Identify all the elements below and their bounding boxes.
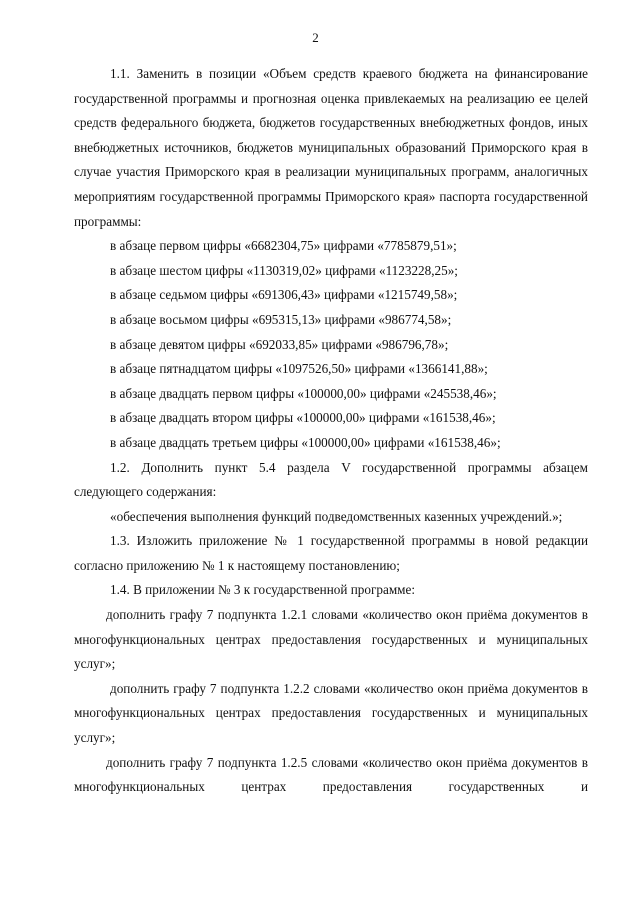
page-number: 2 (312, 30, 319, 45)
paragraph-1-3: 1.3. Изложить приложение № 1 государственной программы в новой редакции согласно приложению № 1 к настоящему постановлению; (74, 533, 588, 573)
document-body (74, 62, 588, 800)
quoted-paragraph: «обеспечения выполнения функций подведомственных казенных учреждений.»; (110, 508, 563, 524)
list-item: в абзаце двадцать третьем цифры «100000,00» цифрами «161538,46»; (110, 434, 501, 450)
list-item: в абзаце шестом цифры «1130319,02» цифрами «1123228,25»; (110, 262, 458, 278)
paragraph-amendment: дополнить графу 7 подпункта 1.2.1 словами «количество окон приёма документов в многофункциональных центрах предоставления государственных и муниципальных услуг»; (74, 607, 588, 672)
paragraph-1-4: 1.4. В приложении № 3 к государственной программе: (110, 582, 416, 598)
paragraph-amendment: дополнить графу 7 подпункта 1.2.2 словами «количество окон приёма документов в многофункциональных центрах предоставления государственных и муниципальных услуг»; (74, 680, 588, 746)
paragraph-amendment: дополнить графу 7 подпункта 1.2.5 словами «количество окон приёма документов в многофункциональных центрах предоставления государственных и (74, 754, 588, 795)
list-item: в абзаце девятом цифры «692033,85» цифрами «986796,78»; (110, 336, 449, 352)
paragraph-1-1: 1.1. Заменить в позиции «Объем средств краевого бюджета на финансирование государственной программы и прогнозная оценка привлекаемых на реализацию ее целей средств федерального бюджета, бюджетов государственных внебюджетных фондов, иных внебюджетных источников, бюджетов муниципальных образований Приморского края в случае участия Приморского края в реализации муниципальных программ, аналогичных мероприятиям государственной программы Приморского края» паспорта государственной программы: (74, 66, 588, 229)
list-item: в абзаце восьмом цифры «695315,13» цифрами «986774,58»; (110, 311, 452, 327)
list-item: в абзаце пятнадцатом цифры «1097526,50» цифрами «1366141,88»; (110, 361, 488, 377)
list-item: в абзаце двадцать первом цифры «100000,00» цифрами «245538,46»; (110, 385, 497, 401)
list-item: в абзаце двадцать втором цифры «100000,00» цифрами «161538,46»; (110, 410, 496, 426)
list-item: в абзаце первом цифры «6682304,75» цифрами «7785879,51»; (110, 238, 457, 254)
paragraph-1-2: 1.2. Дополнить пункт 5.4 раздела V государственной программы абзацем следующего содержания: (74, 459, 588, 500)
list-item: в абзаце седьмом цифры «691306,43» цифрами «1215749,58»; (110, 287, 458, 303)
